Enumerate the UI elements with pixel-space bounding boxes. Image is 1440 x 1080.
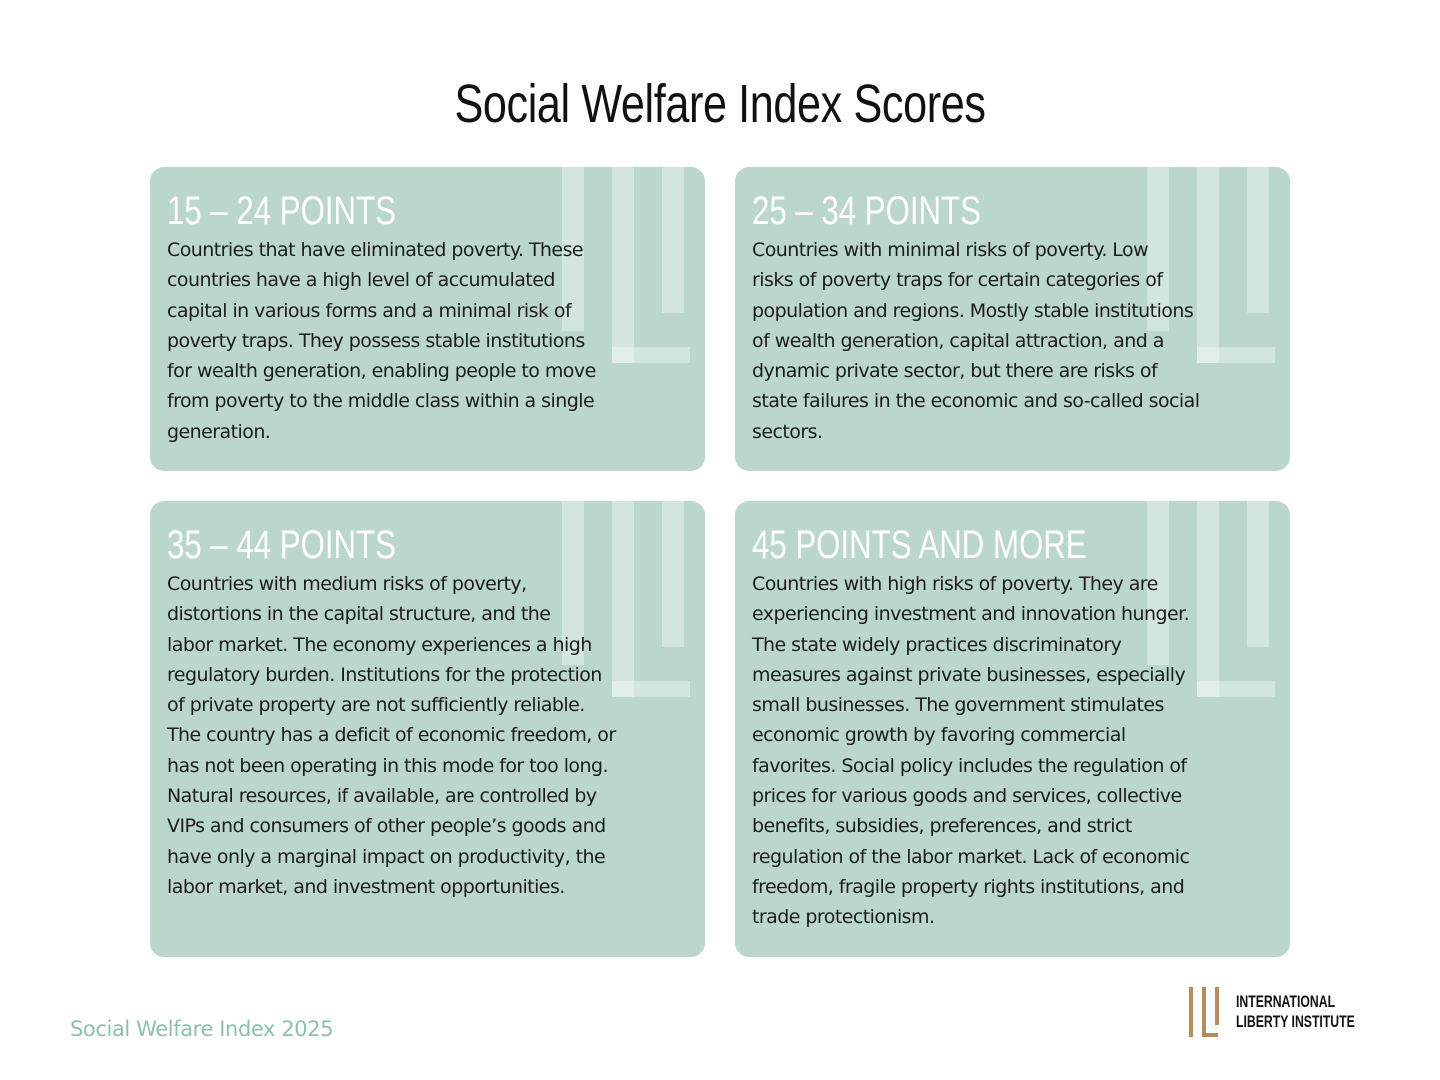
score-card-25-34 xyxy=(735,167,1290,471)
score-card-45-plus xyxy=(735,501,1290,957)
card-description: Countries with minimal risks of poverty. Low risks of poverty traps for certain categories of population and regions. Mostly stable institutions of wealth generation, capital attraction, and a dynamic private sector, but there are risks of state failures in the economic and so-called social sectors. xyxy=(752,239,1200,443)
card-heading: 45 POINTS AND MORE xyxy=(752,523,1087,567)
logo-line-1: INTERNATIONAL xyxy=(1236,992,1336,1011)
footer-label: Social Welfare Index 2025 xyxy=(70,1017,334,1041)
institute-logo xyxy=(1188,986,1368,1038)
score-card-15-24 xyxy=(150,167,705,471)
logo-line-2: LIBERTY INSTITUTE xyxy=(1236,1012,1355,1031)
card-heading: 15 – 24 POINTS xyxy=(167,189,396,233)
logo-text xyxy=(1236,992,1355,1032)
card-heading: 35 – 44 POINTS xyxy=(167,523,396,567)
card-description: Countries with high risks of poverty. They are experiencing investment and innovation hunger. The state widely practices discriminatory measures against private businesses, especially small businesses. The government stimulates economic growth by favoring commercial favorites. Social policy includes the regulation of prices for various goods and services, collective benefits, subsidies, preferences, and strict regulation of the labor market. Lack of economic freedom, fragile property rights institutions, and trade protectionism. xyxy=(752,573,1190,929)
card-description: Countries with medium risks of poverty, distortions in the capital structure, and the labor market. The economy experiences a high regulatory burden. Institutions for the protection of private property are not sufficiently reliable. The country has a deficit of economic freedom, or has not been operating in this mode for too long. Natural resources, if available, are controlled by VIPs and consumers of other people’s goods and have only a marginal impact on productivity, the labor market, and investment opportunities. xyxy=(167,573,616,898)
score-card-35-44 xyxy=(150,501,705,957)
page-title: Social Welfare Index Scores xyxy=(454,74,986,134)
ili-logo-mark-icon xyxy=(1188,986,1224,1038)
card-heading: 25 – 34 POINTS xyxy=(752,189,981,233)
card-description: Countries that have eliminated poverty. These countries have a high level of accumulated capital in various forms and a minimal risk of poverty traps. They possess stable institutions for wealth generation, enabling people to move from poverty to the middle class within a single generation. xyxy=(167,239,596,443)
